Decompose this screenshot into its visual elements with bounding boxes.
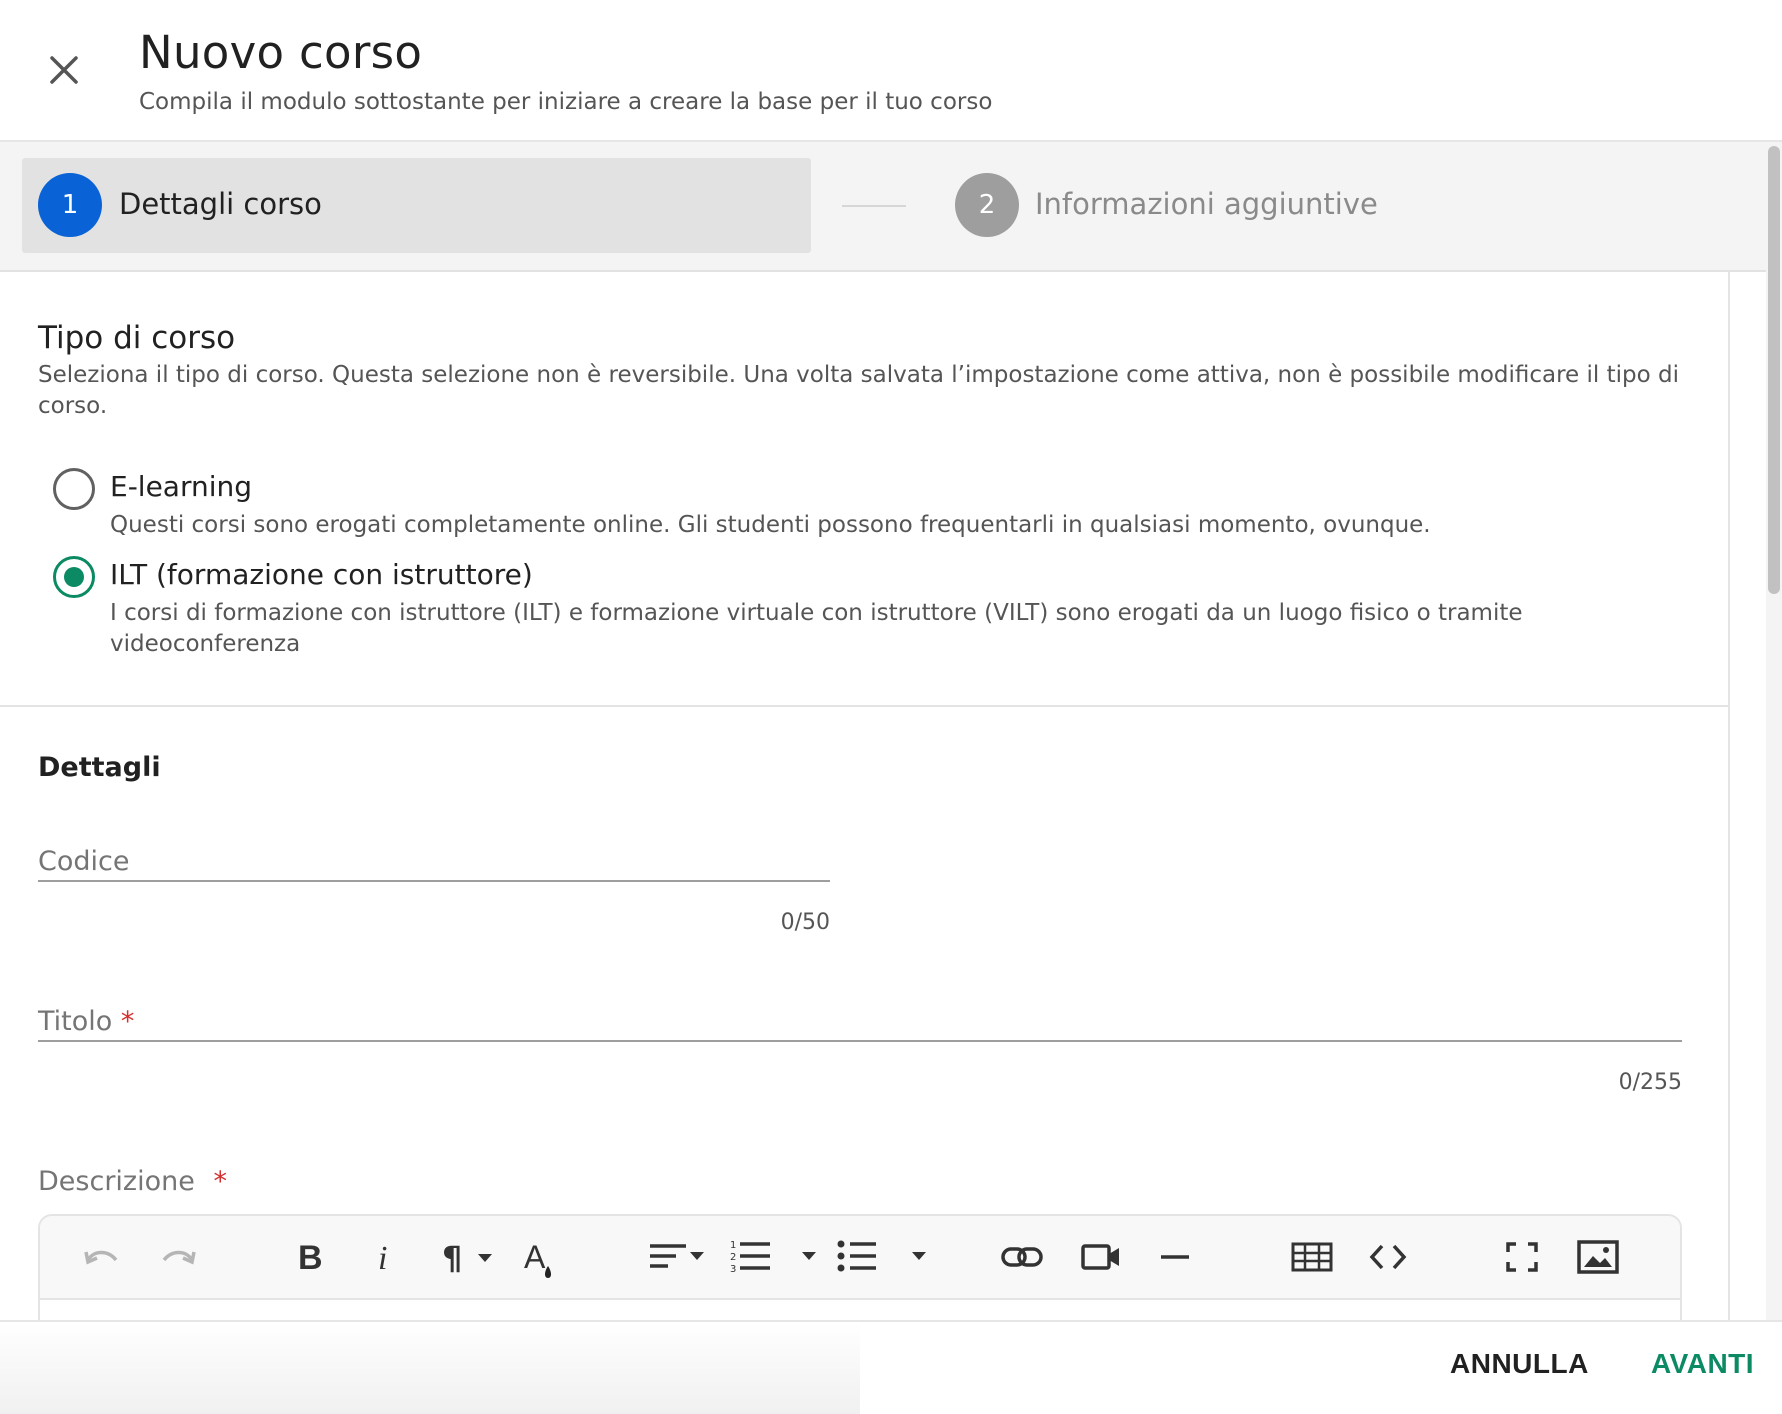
step-course-details[interactable] [22, 158, 811, 253]
svg-text:2: 2 [730, 1252, 737, 1263]
code-label: Codice [38, 846, 130, 877]
radio-selected-dot [64, 567, 84, 587]
radio-label-ilt[interactable]: ILT (formazione con istruttore) [110, 558, 533, 591]
svg-text:3: 3 [730, 1264, 737, 1275]
step-label-course-details: Dettagli corso [119, 187, 322, 221]
link-icon[interactable] [1000, 1236, 1044, 1278]
image-icon[interactable] [1576, 1236, 1620, 1278]
stepper [0, 142, 1766, 272]
description-label-text: Descrizione [38, 1166, 195, 1197]
step-connector [842, 205, 906, 207]
dialog-footer [0, 1320, 1782, 1414]
details-title: Dettagli [38, 752, 161, 783]
radio-elearning[interactable] [53, 468, 95, 510]
code-input[interactable] [38, 838, 830, 882]
step-number-2: 2 [955, 173, 1019, 237]
radio-ilt[interactable] [53, 556, 95, 598]
fullscreen-icon[interactable] [1504, 1236, 1540, 1278]
paragraph-format-icon[interactable] [440, 1236, 500, 1278]
rich-text-editor[interactable] [38, 1214, 1682, 1320]
cancel-button[interactable]: ANNULLA [1450, 1348, 1589, 1379]
close-icon[interactable] [40, 46, 88, 94]
title-input[interactable] [38, 998, 1682, 1042]
editor-toolbar [40, 1216, 1680, 1300]
required-mark: * [213, 1166, 227, 1197]
code-counter: 0/50 [780, 910, 830, 935]
description-label [38, 1166, 227, 1197]
bold-icon[interactable] [294, 1236, 326, 1278]
svg-text:¶: ¶ [442, 1239, 463, 1277]
step-label-additional-info: Informazioni aggiuntive [1035, 187, 1378, 221]
footer-shadow [0, 1322, 860, 1414]
svg-text:i: i [378, 1240, 388, 1277]
table-icon[interactable] [1290, 1236, 1334, 1278]
title-label-text: Titolo [38, 1006, 113, 1037]
scrollbar-thumb[interactable] [1768, 146, 1780, 594]
title-counter: 0/255 [1618, 1070, 1682, 1095]
redo-icon[interactable] [156, 1236, 200, 1278]
section-divider [0, 705, 1730, 707]
ordered-list-icon[interactable] [730, 1236, 820, 1278]
page-subtitle: Compila il modulo sottostante per iniziare a creare la base per il tuo corso [139, 89, 993, 115]
unordered-list-icon[interactable] [836, 1236, 932, 1278]
italic-icon[interactable] [372, 1236, 400, 1278]
radio-desc-elearning: Questi corsi sono erogati completamente online. Gli studenti possono frequentarli in qualsiasi momento, ovunque. [110, 512, 1431, 538]
code-view-icon[interactable] [1366, 1236, 1410, 1278]
horizontal-rule-icon[interactable] [1158, 1236, 1192, 1278]
align-icon[interactable] [646, 1236, 710, 1278]
page-title: Nuovo corso [139, 26, 423, 79]
dialog-header [0, 0, 1782, 142]
form-content [0, 272, 1730, 1320]
course-type-description: Seleziona il tipo di corso. Questa selezione non è reversibile. Una volta salvata l’impostazione come attiva, non è possibile modificare il tipo di corso. [38, 362, 1679, 419]
radio-desc-ilt: I corsi di formazione con istruttore (ILT) e formazione virtuale con istruttore (VILT) sono erogati da un luogo fisico o tramite videoconferenza [110, 600, 1523, 657]
svg-text:1: 1 [730, 1240, 737, 1251]
undo-icon[interactable] [80, 1236, 124, 1278]
video-icon[interactable] [1080, 1236, 1122, 1278]
radio-label-elearning[interactable]: E-learning [110, 470, 253, 503]
svg-text:A: A [524, 1239, 546, 1275]
next-button[interactable]: AVANTI [1651, 1348, 1755, 1379]
required-mark: * [120, 1006, 135, 1037]
svg-text:B: B [298, 1239, 323, 1277]
step-number-1: 1 [38, 173, 102, 237]
text-color-icon[interactable] [522, 1236, 562, 1278]
course-type-title: Tipo di corso [38, 320, 236, 356]
